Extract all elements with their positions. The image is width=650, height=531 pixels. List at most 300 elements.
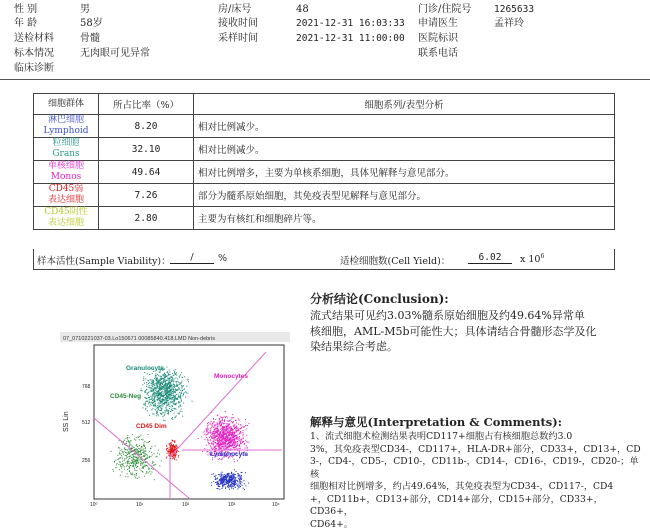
scatter-dot bbox=[133, 453, 134, 454]
scatter-dot bbox=[138, 462, 139, 463]
scatter-dot bbox=[166, 450, 167, 451]
scatter-dot bbox=[179, 389, 180, 390]
scatter-dot bbox=[226, 478, 227, 479]
scatter-dot bbox=[161, 460, 162, 461]
scatter-dot bbox=[233, 486, 234, 487]
scatter-dot bbox=[213, 473, 214, 474]
scatter-dot bbox=[179, 392, 180, 393]
scatter-dot bbox=[187, 393, 188, 394]
scatter-dot bbox=[140, 450, 141, 451]
scatter-dot bbox=[218, 488, 219, 489]
scatter-dot bbox=[178, 413, 179, 414]
scatter-dot bbox=[232, 418, 233, 419]
collect-label: 采样时间 bbox=[218, 32, 258, 45]
scatter-dot bbox=[144, 450, 145, 451]
scatter-dot bbox=[230, 484, 231, 485]
scatter-dot bbox=[180, 406, 181, 407]
scatter-dot bbox=[161, 388, 162, 389]
scatter-dot bbox=[171, 390, 172, 391]
scatter-dot bbox=[174, 378, 175, 379]
scatter-dot bbox=[228, 445, 229, 446]
scatter-dot bbox=[229, 423, 230, 424]
scatter-dot bbox=[213, 433, 214, 434]
scatter-dot bbox=[232, 431, 233, 432]
scatter-dot bbox=[177, 389, 178, 390]
scatter-dot bbox=[178, 401, 179, 402]
scatter-dot bbox=[207, 429, 208, 430]
scatter-dot bbox=[164, 389, 165, 390]
scatter-dot bbox=[218, 443, 219, 444]
scatter-dot bbox=[139, 439, 140, 440]
scatter-dot bbox=[210, 433, 211, 434]
scatter-dot bbox=[232, 437, 233, 438]
scatter-dot bbox=[234, 477, 235, 478]
scatter-dot bbox=[130, 473, 131, 474]
scatter-dot bbox=[172, 403, 173, 404]
scatter-dot bbox=[211, 434, 212, 435]
scatter-dot bbox=[146, 471, 147, 472]
scatter-dot bbox=[132, 446, 133, 447]
scatter-dot bbox=[146, 473, 147, 474]
scatter-dot bbox=[123, 465, 124, 466]
scatter-dot bbox=[244, 489, 245, 490]
scatter-dot bbox=[226, 483, 227, 484]
scatter-dot bbox=[245, 425, 246, 426]
scatter-dot bbox=[178, 457, 179, 458]
scatter-dot bbox=[236, 430, 237, 431]
label-lymphocyte: Lymphocyte bbox=[210, 451, 248, 458]
scatter-dot bbox=[230, 437, 231, 438]
scatter-dot bbox=[223, 448, 224, 449]
scatter-dot bbox=[158, 395, 159, 396]
scatter-dot bbox=[218, 459, 219, 460]
scatter-dot bbox=[167, 378, 168, 379]
scatter-dot bbox=[231, 488, 232, 489]
scatter-dot bbox=[166, 458, 167, 459]
scatter-dot bbox=[236, 428, 237, 429]
scatter-dot bbox=[181, 388, 182, 389]
scatter-dot bbox=[231, 441, 232, 442]
scatter-dot bbox=[172, 387, 173, 388]
scatter-dot bbox=[224, 484, 225, 485]
scatter-dot bbox=[231, 483, 232, 484]
scatter-dot bbox=[170, 376, 171, 377]
scatter-dot bbox=[238, 424, 239, 425]
scatter-dot bbox=[222, 419, 223, 420]
scatter-dot bbox=[235, 427, 236, 428]
scatter-dot bbox=[228, 483, 229, 484]
scatter-dot bbox=[181, 409, 182, 410]
scatter-dot bbox=[178, 407, 179, 408]
scatter-dot bbox=[218, 448, 219, 449]
scatter-dot bbox=[231, 476, 232, 477]
scatter-dot bbox=[219, 418, 220, 419]
scatter-dot bbox=[149, 441, 150, 442]
scatter-dot bbox=[159, 410, 160, 411]
scatter-dot bbox=[165, 420, 166, 421]
scatter-dot bbox=[226, 447, 227, 448]
scatter-dot bbox=[116, 464, 117, 465]
scatter-dot bbox=[166, 410, 167, 411]
scatter-dot bbox=[237, 481, 238, 482]
scatter-dot bbox=[235, 474, 236, 475]
scatter-dot bbox=[170, 378, 171, 379]
scatter-dot bbox=[226, 481, 227, 482]
scatter-dot bbox=[239, 479, 240, 480]
scatter-dot bbox=[208, 432, 209, 433]
scatter-dot bbox=[125, 476, 126, 477]
scatter-dot bbox=[161, 383, 162, 384]
scatter-dot bbox=[214, 476, 215, 477]
scatter-dot bbox=[247, 425, 248, 426]
scatter-dot bbox=[143, 449, 144, 450]
scatter-dot bbox=[156, 399, 157, 400]
scatter-dot bbox=[145, 454, 146, 455]
scatter-dot bbox=[152, 463, 153, 464]
scatter-dot bbox=[159, 454, 160, 455]
scatter-dot bbox=[167, 387, 168, 388]
scatter-dot bbox=[180, 383, 181, 384]
scatter-dot bbox=[121, 468, 122, 469]
table-row bbox=[34, 138, 615, 161]
scatter-dot bbox=[168, 414, 169, 415]
scatter-dot bbox=[158, 375, 159, 376]
scatter-dot bbox=[145, 453, 146, 454]
scatter-dot bbox=[165, 382, 166, 383]
scatter-dot bbox=[130, 444, 131, 445]
scatter-dot bbox=[168, 455, 169, 456]
scatter-dot bbox=[147, 458, 148, 459]
scatter-dot bbox=[130, 465, 131, 466]
scatter-dot bbox=[141, 459, 142, 460]
scatter-dot bbox=[165, 397, 166, 398]
scatter-dot bbox=[228, 421, 229, 422]
scatter-dot bbox=[126, 455, 127, 456]
scatter-dot bbox=[229, 486, 230, 487]
scatter-dot bbox=[133, 447, 134, 448]
scatter-dot bbox=[183, 395, 184, 396]
scatter-dot bbox=[169, 384, 170, 385]
scatter-dot bbox=[171, 379, 172, 380]
scatter-dot bbox=[181, 372, 182, 373]
conclusion-text bbox=[310, 308, 645, 355]
scatter-dot bbox=[226, 477, 227, 478]
scatter-dot bbox=[133, 465, 134, 466]
receive-time: 2021-12-31 16:03:33 bbox=[296, 17, 405, 30]
scatter-dot bbox=[162, 416, 163, 417]
scatter-dot bbox=[168, 380, 169, 381]
scatter-dot bbox=[226, 434, 227, 435]
scatter-dot bbox=[247, 447, 248, 448]
scatter-dot bbox=[170, 451, 171, 452]
scatter-dot bbox=[134, 447, 135, 448]
scatter-dot bbox=[239, 440, 240, 441]
scatter-dot bbox=[241, 482, 242, 483]
interpretation-text bbox=[310, 431, 645, 531]
scatter-dot bbox=[242, 435, 243, 436]
scatter-dot bbox=[152, 400, 153, 401]
scatter-dot bbox=[170, 411, 171, 412]
scatter-dot bbox=[170, 392, 171, 393]
scatter-dot bbox=[149, 385, 150, 386]
scatter-dot bbox=[210, 440, 211, 441]
scatter-dot bbox=[152, 408, 153, 409]
scatter-dot bbox=[152, 403, 153, 404]
scatter-dot bbox=[231, 435, 232, 436]
y-tick: 768 bbox=[82, 384, 91, 390]
scatter-dot bbox=[175, 369, 176, 370]
scatter-dot bbox=[156, 393, 157, 394]
scatter-dot bbox=[208, 440, 209, 441]
scatter-dot bbox=[175, 389, 176, 390]
scatter-dot bbox=[160, 401, 161, 402]
scatter-dot bbox=[217, 441, 218, 442]
scatter-dot bbox=[134, 450, 135, 451]
scatter-dot bbox=[136, 459, 137, 460]
bed-value: 48 bbox=[296, 3, 309, 16]
scatter-dot bbox=[155, 401, 156, 402]
scatter-dot bbox=[206, 432, 207, 433]
scatter-dot bbox=[168, 413, 169, 414]
scatter-dot bbox=[162, 404, 163, 405]
label-cd45dim: CD45 Dim bbox=[136, 423, 167, 430]
scatter-dot bbox=[234, 435, 235, 436]
conclusion-line: 流式结果可见约3.03%髓系原始细胞及约49.64%异常单 bbox=[310, 308, 645, 324]
scatter-dot bbox=[131, 460, 132, 461]
scatter-dot bbox=[177, 381, 178, 382]
scatter-dot bbox=[118, 447, 119, 448]
scatter-dot bbox=[178, 382, 179, 383]
scatter-dot bbox=[135, 460, 136, 461]
scatter-dot bbox=[234, 459, 235, 460]
scatter-dot bbox=[146, 382, 147, 383]
scatter-dot bbox=[173, 396, 174, 397]
scatter-dot bbox=[230, 476, 231, 477]
scatter-dot bbox=[219, 439, 220, 440]
scatter-dot bbox=[168, 450, 169, 451]
scatter-dot bbox=[214, 439, 215, 440]
scatter-dot bbox=[173, 449, 174, 450]
scatter-dot bbox=[173, 393, 174, 394]
scatter-dot bbox=[238, 478, 239, 479]
scatter-dot bbox=[219, 440, 220, 441]
scatter-dot bbox=[213, 421, 214, 422]
scatter-dot bbox=[160, 405, 161, 406]
scatter-dot bbox=[192, 401, 193, 402]
scatter-dot bbox=[219, 444, 220, 445]
scatter-dot bbox=[174, 371, 175, 372]
scatter-dot bbox=[229, 444, 230, 445]
scatter-dot bbox=[222, 472, 223, 473]
scatter-dot bbox=[226, 475, 227, 476]
scatter-dot bbox=[246, 435, 247, 436]
scatter-dot bbox=[220, 442, 221, 443]
scatter-dot bbox=[160, 400, 161, 401]
scatter-dot bbox=[127, 465, 128, 466]
scatter-dot bbox=[171, 389, 172, 390]
scatter-dot bbox=[224, 432, 225, 433]
scatter-dot bbox=[127, 435, 128, 436]
scatter-dot bbox=[157, 386, 158, 387]
scatter-dot bbox=[144, 455, 145, 456]
scatter-dot bbox=[167, 401, 168, 402]
interpretation-line: 细胞相对比例增多，约占49.64%，其免疫表型为CD34-，CD117-，CD4 bbox=[310, 481, 645, 494]
scatter-dot bbox=[120, 457, 121, 458]
population-value: 7.26 bbox=[99, 184, 194, 207]
scatter-dot bbox=[160, 413, 161, 414]
scatter-dot bbox=[210, 430, 211, 431]
scatter-dot bbox=[155, 379, 156, 380]
scatter-dot bbox=[224, 434, 225, 435]
x-tick: 10⁴ bbox=[272, 502, 280, 506]
scatter-dot bbox=[168, 404, 169, 405]
scatter-dot bbox=[158, 379, 159, 380]
scatter-dot bbox=[168, 412, 169, 413]
scatter-dot bbox=[180, 374, 181, 375]
scatter-dot bbox=[136, 466, 137, 467]
population-desc: 相对比例减少。 bbox=[194, 115, 615, 138]
scatter-dot bbox=[153, 396, 154, 397]
scatter-dot bbox=[150, 387, 151, 388]
scatter-dot bbox=[180, 383, 181, 384]
scatter-dot bbox=[129, 445, 130, 446]
scatter-dot bbox=[125, 455, 126, 456]
scatter-dot bbox=[155, 405, 156, 406]
scatter-dot bbox=[142, 468, 143, 469]
scatter-dot bbox=[173, 397, 174, 398]
scatter-dot bbox=[229, 474, 230, 475]
scatter-dot bbox=[166, 376, 167, 377]
scatter-dot bbox=[154, 464, 155, 465]
scatter-dot bbox=[169, 455, 170, 456]
scatter-dot bbox=[140, 454, 141, 455]
scatter-dot bbox=[231, 484, 232, 485]
scatter-dot bbox=[139, 451, 140, 452]
scatter-dot bbox=[219, 432, 220, 433]
scatter-dot bbox=[167, 411, 168, 412]
scatter-dot bbox=[132, 454, 133, 455]
scatter-dot bbox=[217, 436, 218, 437]
scatter-dot bbox=[231, 472, 232, 473]
scatter-dot bbox=[210, 436, 211, 437]
scatter-dot bbox=[244, 483, 245, 484]
scatter-dot bbox=[174, 404, 175, 405]
scatter-dot bbox=[166, 396, 167, 397]
scatter-dot bbox=[222, 438, 223, 439]
scatter-dot bbox=[238, 418, 239, 419]
scatter-dot bbox=[222, 420, 223, 421]
scatter-dot bbox=[142, 384, 143, 385]
scatter-dot bbox=[148, 442, 149, 443]
scatter-dot bbox=[154, 391, 155, 392]
scatter-dot bbox=[172, 379, 173, 380]
scatter-dot bbox=[221, 475, 222, 476]
population-value: 32.10 bbox=[99, 138, 194, 161]
scatter-dot bbox=[212, 441, 213, 442]
scatter-dot bbox=[137, 461, 138, 462]
scatter-dot bbox=[234, 445, 235, 446]
scatter-dot bbox=[217, 415, 218, 416]
scatter-dot bbox=[162, 384, 163, 385]
population-value: 49.64 bbox=[99, 161, 194, 184]
scatter-dot bbox=[135, 451, 136, 452]
scatter-dot bbox=[135, 461, 136, 462]
scatter-dot bbox=[225, 448, 226, 449]
scatter-dot bbox=[220, 421, 221, 422]
scatter-dot bbox=[133, 464, 134, 465]
scatter-dot bbox=[224, 445, 225, 446]
scatter-dot bbox=[231, 421, 232, 422]
scatter-dot bbox=[164, 380, 165, 381]
scatter-dot bbox=[221, 435, 222, 436]
scatter-dot bbox=[141, 389, 142, 390]
scatter-dot bbox=[168, 382, 169, 383]
scatter-dot bbox=[227, 486, 228, 487]
scatter-dot bbox=[145, 451, 146, 452]
scatter-dot bbox=[168, 395, 169, 396]
scatter-dot bbox=[213, 436, 214, 437]
scatter-dot bbox=[242, 432, 243, 433]
scatter-dot bbox=[133, 455, 134, 456]
scatter-dot bbox=[178, 389, 179, 390]
scatter-dot bbox=[182, 377, 183, 378]
scatter-dot bbox=[174, 401, 175, 402]
scatter-dot bbox=[170, 406, 171, 407]
scatter-dot bbox=[178, 402, 179, 403]
population-name-zh: 淋巴细胞 bbox=[38, 115, 94, 126]
scatter-dot bbox=[207, 451, 208, 452]
scatter-dot bbox=[239, 438, 240, 439]
scatter-dot bbox=[151, 472, 152, 473]
scatter-dot bbox=[222, 479, 223, 480]
scatter-dot bbox=[144, 404, 145, 405]
scatter-dot bbox=[176, 416, 177, 417]
scatter-dot bbox=[139, 454, 140, 455]
scatter-dot bbox=[128, 476, 129, 477]
scatter-dot bbox=[167, 410, 168, 411]
viability-unit: % bbox=[218, 253, 227, 264]
scatter-dot bbox=[213, 481, 214, 482]
scatter-dot bbox=[230, 485, 231, 486]
scatter-dot bbox=[237, 436, 238, 437]
scatter-dot bbox=[215, 477, 216, 478]
scatter-dot bbox=[241, 472, 242, 473]
scatter-dot bbox=[148, 472, 149, 473]
scatter-dot bbox=[213, 448, 214, 449]
scatter-dot bbox=[236, 422, 237, 423]
scatter-dot bbox=[181, 401, 182, 402]
scatter-dot bbox=[242, 441, 243, 442]
scatter-dot bbox=[220, 425, 221, 426]
plot-frame bbox=[94, 345, 284, 499]
scatter-dot bbox=[171, 409, 172, 410]
scatter-dot bbox=[129, 456, 130, 457]
scatter-dot bbox=[162, 402, 163, 403]
scatter-dot bbox=[173, 444, 174, 445]
scatter-dot bbox=[184, 376, 185, 377]
scatter-dot bbox=[172, 410, 173, 411]
scatter-dot bbox=[245, 440, 246, 441]
scatter-dot bbox=[139, 468, 140, 469]
scatter-dot bbox=[234, 428, 235, 429]
scatter-dot bbox=[222, 478, 223, 479]
scatter-dot bbox=[120, 462, 121, 463]
scatter-dot bbox=[169, 383, 170, 384]
scatter-dot bbox=[243, 488, 244, 489]
cell-yield-unit-exp: 6 bbox=[540, 253, 544, 260]
scatter-dot bbox=[233, 417, 234, 418]
scatter-dot bbox=[153, 453, 154, 454]
